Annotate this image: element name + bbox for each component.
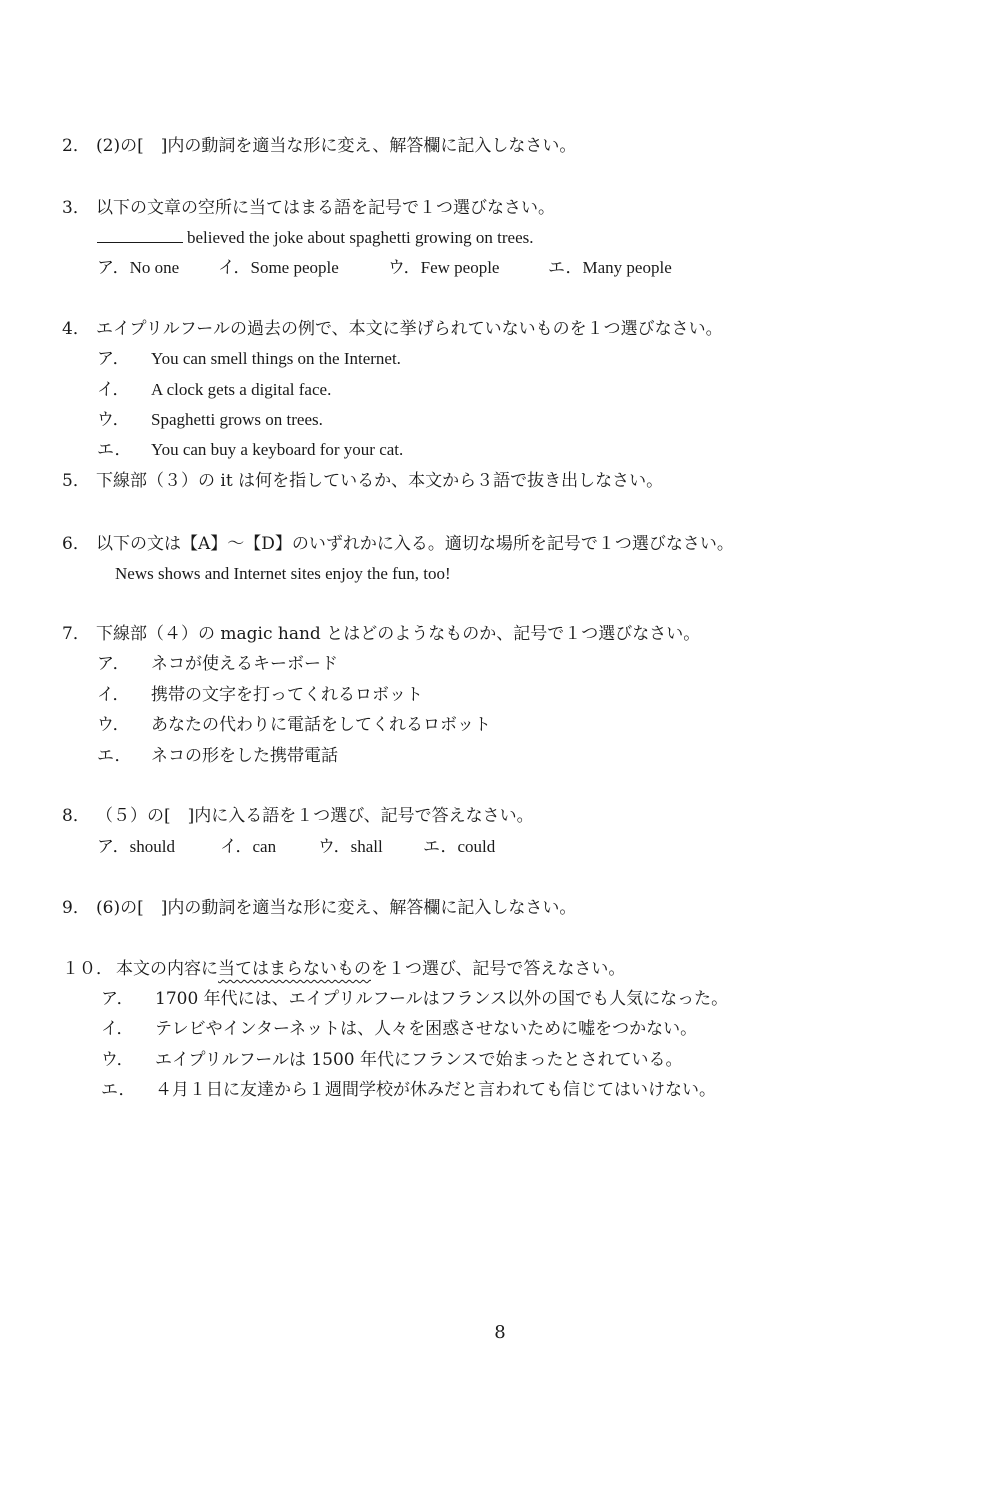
- option-label: ア．: [97, 258, 130, 277]
- option-text: Some people: [250, 258, 339, 277]
- question-text: 以下の文は【A】～【D】のいずれかに入る。適切な場所を記号で１つ選びなさい。: [96, 534, 734, 554]
- question-3-option-a: [97, 256, 179, 280]
- option-text: can: [252, 837, 277, 856]
- question-4-option-b: [97, 378, 331, 402]
- question-6: [62, 532, 734, 556]
- option-label: エ．: [423, 837, 458, 857]
- option-text: ４月１日に友達から１週間学校が休みだと言われても信じてはいけない。: [155, 1080, 716, 1100]
- option-label: イ．: [97, 685, 130, 705]
- answer-blank: [97, 228, 183, 243]
- question-number: 3．: [62, 198, 90, 218]
- question-3: [62, 196, 555, 220]
- question-3-sentence: [97, 226, 534, 250]
- question-8-option-d: [423, 835, 495, 859]
- question-text: (2)の[ ]内の動詞を適当な形に変え、解答欄に記入しなさい。: [96, 136, 577, 156]
- question-7: [62, 622, 700, 646]
- question-7-option-d: [97, 744, 338, 768]
- question-4-option-a: [97, 347, 401, 371]
- option-text: should: [129, 837, 175, 856]
- option-label: ウ．: [101, 1050, 134, 1070]
- option-text: ネコの形をした携帯電話: [151, 746, 338, 766]
- question-text: 下線部（４）の magic hand とはどのようなものか、記号で１つ選びなさい。: [96, 624, 701, 644]
- question-2: [62, 134, 576, 158]
- option-text: ネコが使えるキーボード: [151, 654, 338, 674]
- option-label: イ．: [101, 1019, 134, 1039]
- option-label: エ．: [101, 1080, 136, 1100]
- option-label: イ．: [218, 258, 251, 277]
- option-text: You can smell things on the Internet.: [151, 349, 401, 368]
- question-10-option-c: [101, 1048, 683, 1072]
- underlined-phrase: 当てはまらないもの: [218, 959, 371, 979]
- question-10: [62, 957, 625, 981]
- question-number: 8．: [62, 806, 90, 826]
- option-text: shall: [350, 837, 383, 856]
- option-label: ウ．: [388, 258, 421, 277]
- question-4-option-d: [97, 438, 403, 462]
- option-label: ウ．: [97, 410, 130, 429]
- question-6-sentence: News shows and Internet sites enjoy the fun, too!: [115, 564, 451, 583]
- question-10-option-b: [101, 1017, 697, 1041]
- option-text: 携帯の文字を打ってくれるロボット: [151, 685, 423, 705]
- option-label: イ．: [220, 837, 253, 857]
- question-text: 以下の文章の空所に当てはまる語を記号で１つ選びなさい。: [96, 198, 555, 218]
- option-text: あなたの代わりに電話をしてくれるロボット: [151, 715, 491, 735]
- question-number: 5．: [62, 471, 90, 491]
- question-7-option-a: [97, 652, 338, 676]
- option-label: エ．: [97, 440, 132, 459]
- option-label: ウ．: [97, 715, 130, 735]
- question-4: [62, 317, 723, 341]
- option-text: You can buy a keyboard for your cat.: [151, 440, 404, 459]
- sentence-text: believed the joke about spaghetti growing on trees.: [187, 228, 534, 247]
- option-text: テレビやインターネットは、人々を困惑させないために嘘をつかない。: [155, 1019, 698, 1039]
- question-text: エイプリルフールの過去の例で、本文に挙げられていないものを１つ選びなさい。: [96, 319, 723, 339]
- option-text: Many people: [582, 258, 672, 277]
- option-label: エ．: [97, 746, 132, 766]
- question-4-option-c: [97, 408, 323, 432]
- option-text: 1700 年代には、エイプリルフールはフランス以外の国でも人気になった。: [155, 989, 729, 1009]
- option-label: ア．: [97, 837, 130, 857]
- question-text: 本文の内容に: [116, 959, 218, 979]
- option-text: エイプリルフールは 1500 年代にフランスで始まったとされている。: [155, 1050, 683, 1070]
- option-label: ア．: [97, 654, 130, 674]
- question-text: 下線部（３）の it は何を指しているか、本文から３語で抜き出しなさい。: [96, 471, 664, 491]
- option-label: イ．: [97, 380, 130, 399]
- question-number: 6．: [62, 534, 90, 554]
- question-9: [62, 896, 576, 920]
- question-number: 9．: [62, 898, 90, 918]
- page-number: 8: [494, 1322, 506, 1343]
- question-number: 2．: [62, 136, 90, 156]
- question-10-option-a: [101, 987, 728, 1011]
- question-number: 4．: [62, 319, 90, 339]
- question-8: [62, 804, 534, 828]
- question-text: （５）の[ ]内に入る語を１つ選び、記号で答えなさい。: [96, 806, 534, 826]
- question-3-option-b: [218, 256, 339, 280]
- option-label: ウ．: [318, 837, 351, 857]
- question-text: (6)の[ ]内の動詞を適当な形に変え、解答欄に記入しなさい。: [96, 898, 577, 918]
- question-3-option-c: [388, 256, 499, 280]
- question-8-option-a: [97, 835, 175, 859]
- question-text-end: を１つ選び、記号で答えなさい。: [371, 959, 626, 979]
- option-label: ア．: [97, 349, 130, 368]
- question-8-option-c: [318, 835, 383, 859]
- question-number: 7．: [62, 624, 90, 644]
- option-text: A clock gets a digital face.: [151, 380, 332, 399]
- option-text: Few people: [420, 258, 500, 277]
- option-text: could: [457, 837, 496, 856]
- option-text: Spaghetti grows on trees.: [151, 410, 323, 429]
- option-label: エ．: [548, 258, 583, 277]
- question-10-option-d: [101, 1078, 716, 1102]
- question-number: １０．: [62, 959, 113, 979]
- option-text: No one: [129, 258, 180, 277]
- question-7-option-c: [97, 713, 491, 737]
- question-8-option-b: [220, 835, 276, 859]
- question-7-option-b: [97, 683, 423, 707]
- question-3-option-d: [548, 256, 672, 280]
- option-label: ア．: [101, 989, 134, 1009]
- question-5: [62, 469, 663, 493]
